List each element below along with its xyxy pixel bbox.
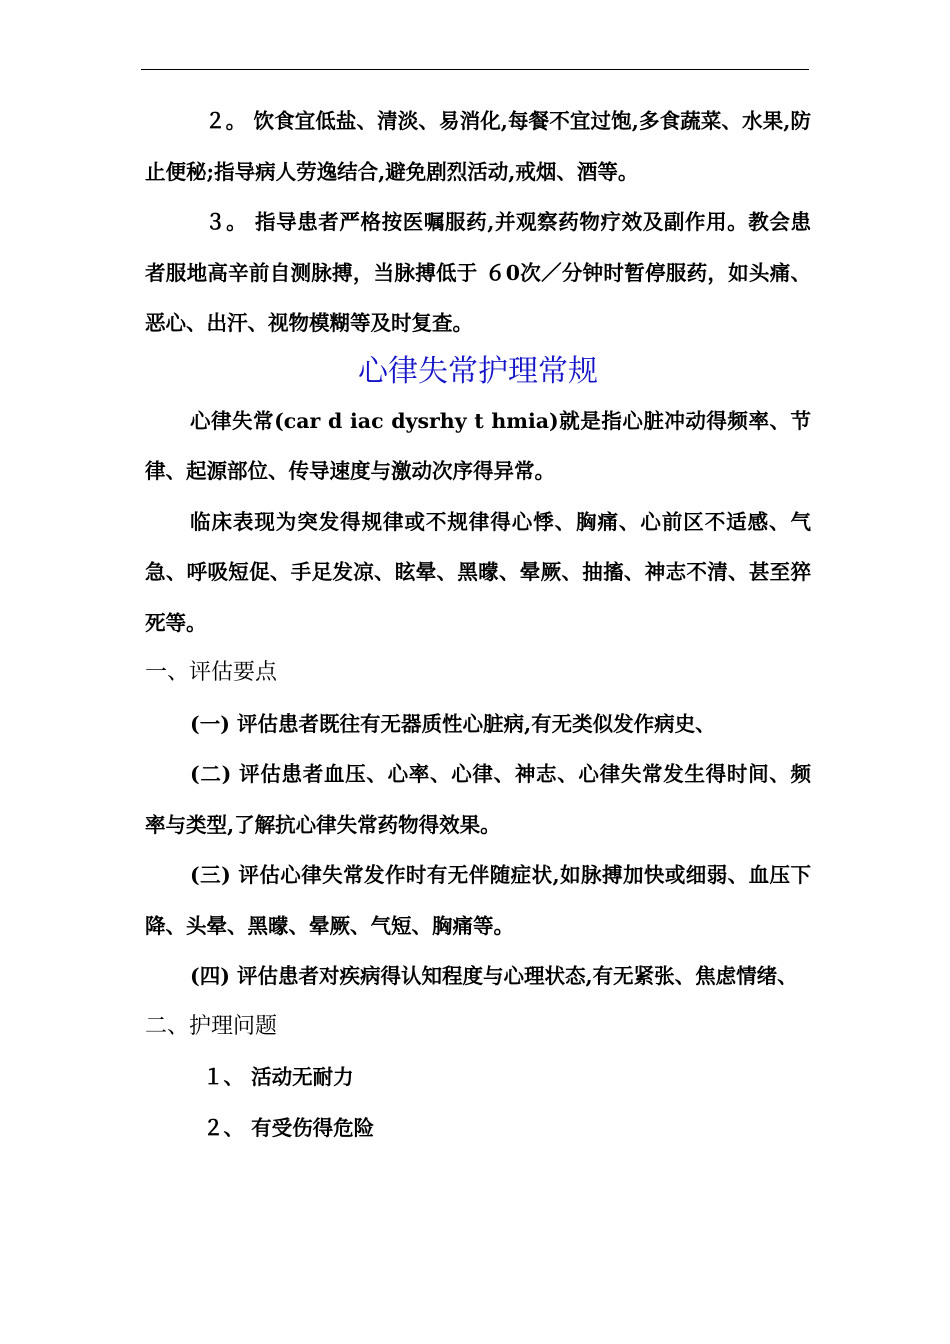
document-title: 心律失常护理常规 [358,353,598,389]
assessment-item-2: (二) 评估患者血压、心率、心律、神志、心律失常发生得时间、频率与类型,了解抗心律失常药物得效果。 [145,762,811,837]
problem-item-2: ２、 有受伤得危险 [203,1115,375,1140]
section-heading-problems: 二、护理问题 [145,1013,278,1039]
clinical-paragraph: 临床表现为突发得规律或不规律得心悸、胸痛、心前区不适感、气急、呼吸短促、手足发凉、眩晕、黑曚、晕厥、抽搐、神志不清、甚至猝死等。 [145,509,811,635]
intro-item-3: ３。 指导患者严格按医嘱服药,并观察药物疗效及副作用。教会患者服地高辛前自测脉搏，当脉搏低于 ６0次／分钟时暂停服药，如头痛、恶心、出汗、视物模糊等及时复查。 [145,210,811,335]
header-rule [141,69,809,70]
problem-item-1: １、 活动无耐力 [203,1065,354,1089]
section-heading-assessment: 一、评估要点 [145,660,278,685]
document-body [145,96,811,1153]
definition-paragraph: 心律失常(car d iac dysrhy t hmia)就是指心脏冲动得频率、节律、起源部位、传导速度与激动次序得异常。 [145,408,811,483]
intro-item-2: ２。 饮食宜低盐、清淡、易消化,每餐不宜过饱,多食蔬菜、水果,防止便秘;指导病人劳逸结合,避免剧烈活动,戒烟、酒等。 [145,109,811,184]
assessment-item-4: (四) 评估患者对疾病得认知程度与心理状态,有无紧张、焦虑情绪、 [190,964,798,988]
assessment-item-1: (一) 评估患者既往有无器质性心脏病,有无类似发作病史、 [190,711,716,736]
assessment-item-3: (三) 评估心律失常发作时有无伴随症状,如脉搏加快或细弱、血压下降、头晕、黑曚、晕厥、气短、胸痛等。 [145,863,811,938]
